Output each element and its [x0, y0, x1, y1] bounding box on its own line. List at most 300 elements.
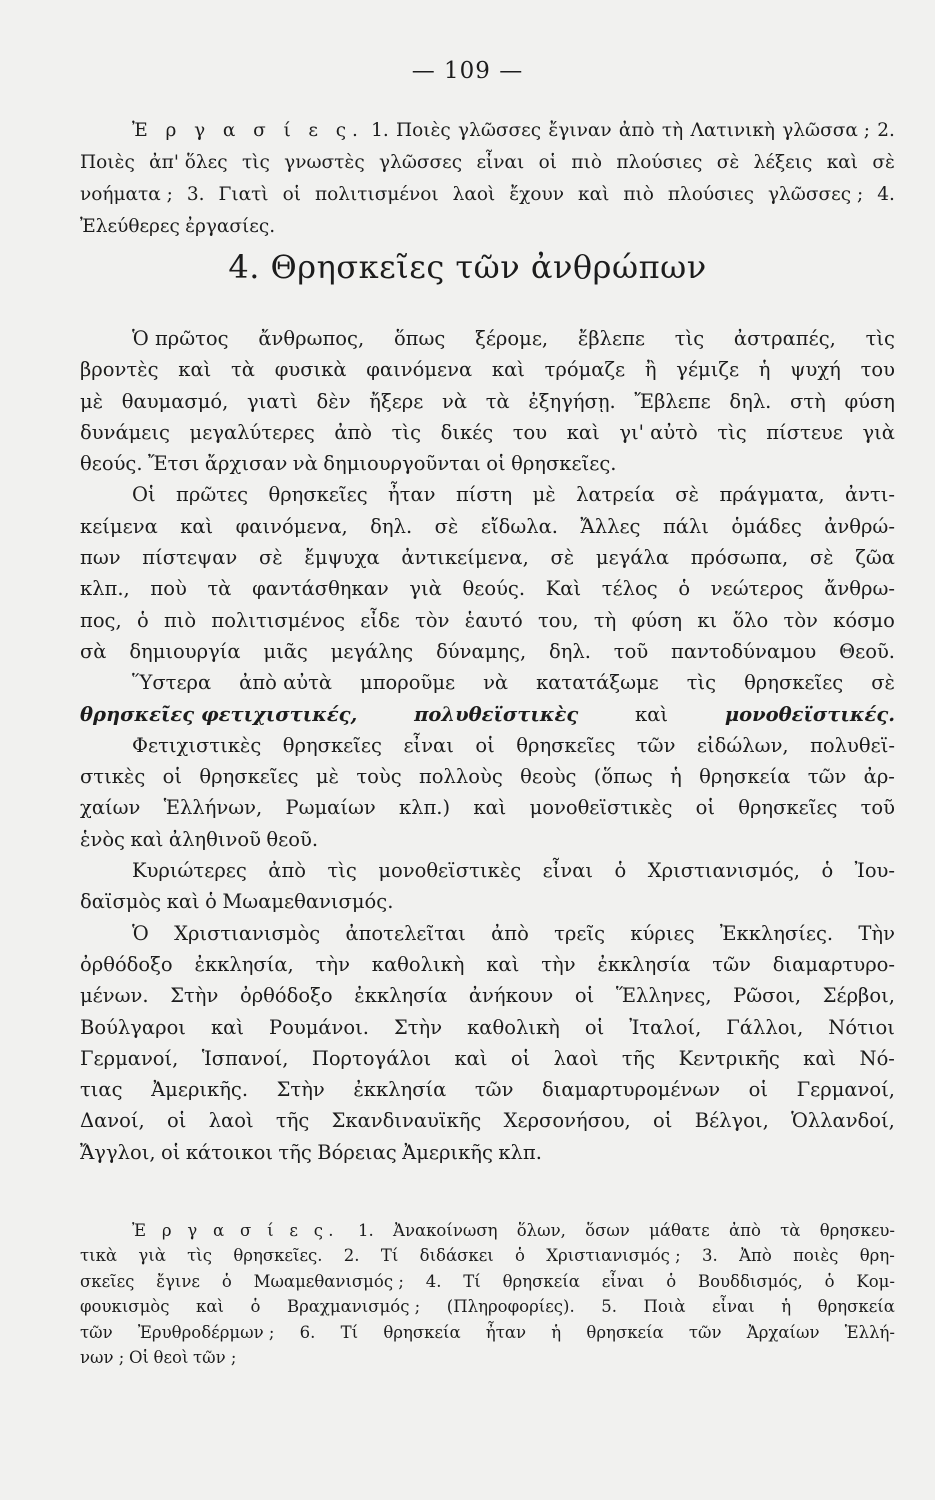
word: Δανοί, [80, 1109, 145, 1133]
word: πολιτισμένος [211, 608, 345, 632]
word: 6. [299, 1322, 316, 1342]
word: (ὅπως [593, 765, 653, 789]
word: ἀπὸ [334, 420, 373, 444]
word: πων [80, 546, 121, 570]
word: καὶ [454, 1046, 488, 1070]
word: θεούς. [462, 577, 526, 601]
word: τὰ [485, 389, 510, 413]
word: ἀντι- [844, 483, 895, 507]
section-heading: 4. Θρησκεῖες τῶν ἀνθρώπων [228, 248, 707, 286]
word: τὶς [187, 1246, 213, 1266]
word: οἱ [167, 1109, 187, 1133]
word: ἡ [781, 1297, 792, 1317]
text-line [80, 542, 895, 573]
word: Νότιοι [828, 1015, 895, 1039]
word: ἀνήκουν [468, 984, 554, 1008]
word: Πορτογάλοι [311, 1046, 432, 1070]
word: γιὰ [862, 420, 895, 444]
text-line [80, 792, 895, 823]
word: ἔγιναν [548, 120, 612, 141]
word: Ποιὲς [80, 152, 135, 173]
word: ὅσων [585, 1221, 630, 1240]
word: Ἰου- [854, 859, 895, 883]
word: θρησκεία [586, 1322, 664, 1342]
word: θρησκεῖες φετιχιστικές, [80, 702, 358, 726]
word: καὶ [180, 514, 214, 538]
word: νεώτερος [710, 577, 804, 601]
word: λαοὶ [452, 184, 496, 205]
text-line [80, 511, 895, 542]
word: Ἀμερικῆς. [151, 1078, 249, 1102]
word: καὶ [196, 1297, 224, 1317]
word: οἱ [695, 796, 715, 820]
word: τέλος [601, 577, 658, 601]
word: ὅπως [393, 327, 446, 350]
word: γι' αὐτὸ [619, 420, 698, 444]
word: τοῦ [860, 796, 895, 820]
word: Γάλλοι, [726, 1015, 804, 1039]
word: πίστεψαν [142, 546, 238, 570]
word: καὶ [826, 152, 859, 173]
word: ἤξερε [369, 389, 424, 413]
word: Φετιχιστικὲς [132, 733, 262, 757]
word: λατρεία [576, 483, 655, 507]
word: νοήματα ; [80, 184, 173, 205]
word: ἀπὸ [268, 859, 307, 883]
word: δαϊσμὸς [80, 890, 162, 914]
text-line [80, 1218, 895, 1243]
word: μιᾶς [263, 639, 308, 663]
word: ἀπὸ [491, 921, 529, 945]
word: τὶς [391, 420, 421, 444]
word: Βούλγαροι [80, 1015, 186, 1039]
word: φαινόμενα [366, 358, 473, 382]
text-line [80, 886, 895, 917]
word: τὶς [674, 327, 705, 350]
word: ἦταν [485, 1322, 527, 1342]
word: 3. [186, 184, 205, 205]
text-line [80, 323, 895, 354]
word: στὴ [790, 389, 826, 413]
word: θρησκεία [699, 765, 791, 789]
word: Ποιὰ [643, 1297, 686, 1317]
word: τοῦ [613, 639, 649, 663]
word: Μωαμεθανισμός ; [253, 1271, 404, 1291]
word: τὴν [541, 952, 576, 976]
word: τὴ [593, 608, 617, 632]
word: εἶναι [542, 859, 594, 883]
word: καὶ [803, 1046, 837, 1070]
word: κείμενα [80, 514, 158, 538]
word: ψυχή [790, 358, 841, 382]
word: ὁ [678, 577, 691, 601]
text-line [80, 115, 895, 147]
word: τῶν ; [193, 1347, 237, 1367]
word: ὁ [821, 859, 834, 883]
word: μὲ [315, 765, 340, 789]
word: τῆς [278, 1140, 312, 1164]
word: μεγαλύτερες [189, 420, 315, 444]
word: καὶ [635, 702, 669, 726]
word: Ἀμερικῆς [402, 1140, 493, 1164]
text-line [80, 1137, 895, 1168]
word: σὲ [675, 483, 700, 507]
word: τὶς [717, 420, 747, 444]
word: Βόρειας [317, 1140, 397, 1164]
word: Τὴν [858, 921, 895, 945]
word: ὁ [515, 1246, 525, 1266]
word: Ὁ πρῶτος [132, 327, 229, 350]
word: ὁ [614, 859, 627, 883]
text-line [80, 211, 895, 243]
word: καὶ [473, 796, 507, 820]
text-line [80, 1269, 895, 1294]
word: Γιατὶ [218, 184, 269, 205]
word: 2. [343, 1246, 360, 1266]
word: ἦταν [388, 483, 436, 507]
word: Ἔτσι [148, 452, 200, 476]
word: Καὶ [545, 577, 582, 601]
word: γλῶσσες ; [768, 184, 864, 205]
word: νὰ [292, 452, 318, 476]
word: θρησκεῖες. [233, 1246, 323, 1266]
text-line [80, 1294, 895, 1319]
word: τῶν [807, 765, 847, 789]
word: τὰ [231, 358, 255, 382]
word: θρησκεῖες [282, 733, 382, 757]
word: διαμαρτυρομένων [542, 1078, 721, 1102]
word: κόσμο [833, 608, 895, 632]
word: οἱ [282, 184, 301, 205]
word: ὀρθόδοξο [239, 984, 333, 1008]
word: δικές [440, 420, 494, 444]
text-line [80, 636, 895, 667]
word: θρησκεία [817, 1297, 895, 1317]
word: ὁμάδες [731, 514, 802, 538]
word: βροντὲς [80, 358, 159, 382]
word: εἰδώλων, [696, 733, 789, 757]
word: Λατινικὴ [690, 120, 775, 141]
word: νὰ [483, 671, 509, 695]
word: ἔβλεπε [577, 327, 646, 350]
word: Γερμανοί, [796, 1078, 895, 1102]
word: μὲ [532, 483, 556, 507]
word: γνωστὲς [284, 152, 365, 173]
word: Νό- [859, 1046, 895, 1070]
word: τῶν [80, 1322, 113, 1342]
word: νων ; [80, 1347, 125, 1367]
word: γλῶσσα ; [782, 120, 870, 141]
word: Χριστιανισμός, [647, 859, 800, 883]
word: οἱ [538, 152, 558, 173]
word: εἶναι [601, 1271, 645, 1291]
word: νὰ [442, 389, 468, 413]
word: καθολικὴ [371, 952, 465, 976]
word: ἄρχισαν [204, 452, 288, 476]
word: θεοὶ [153, 1347, 189, 1367]
word: θεοὺς [520, 765, 577, 789]
word: Ἑλλή- [844, 1322, 895, 1342]
word: θαυμασμό, [121, 389, 229, 413]
word: Τί [463, 1271, 481, 1291]
word: θεούς. [80, 452, 143, 476]
text-line [80, 179, 895, 211]
word: καὶ [166, 890, 200, 914]
word: Ρωμαίων [285, 796, 376, 820]
word: Ὁλλανδοί, [791, 1109, 895, 1133]
word: γιὰ [138, 1246, 166, 1266]
word: Ἄλλες [580, 514, 641, 538]
word: κλπ., [80, 577, 130, 601]
word: καὶ [486, 952, 520, 976]
word: καὶ [578, 184, 610, 205]
body-text [80, 323, 895, 1168]
word: κλπ.) [398, 796, 451, 820]
word: ὁ [250, 1297, 261, 1317]
word: οἱ [162, 765, 183, 789]
text-line [80, 354, 895, 385]
word: κατατάξωμε [536, 671, 659, 695]
word: Βουδδισμός, [697, 1271, 803, 1291]
word: οἱ [574, 984, 595, 1008]
word: πρῶτες [176, 483, 249, 507]
word: τικὰ [80, 1246, 118, 1266]
word: ἀπὸ [618, 120, 655, 141]
word: τὰ [207, 577, 232, 601]
word: φύση [844, 389, 895, 413]
word: Βραχμανισμός ; [286, 1297, 421, 1317]
word: καὶ [178, 358, 212, 382]
word: τῶν [688, 1322, 722, 1342]
word: πλούσιες [616, 152, 703, 173]
word: θρησκεῖες [268, 483, 368, 507]
word: καθολικὴ [467, 1015, 560, 1039]
word: διαμαρτυρο- [772, 952, 895, 976]
word: τιας [80, 1078, 123, 1102]
word: τὶς [241, 152, 270, 173]
word: Ἐ ρ γ α σ ί ε ς. [132, 1221, 339, 1240]
word: φαντάσθηκαν [252, 577, 389, 601]
word: τῶν [636, 733, 676, 757]
word: Στὴν [276, 1078, 325, 1102]
word: εἶναι [403, 733, 454, 757]
word: δὲν [316, 389, 351, 413]
word: Τί [340, 1322, 359, 1342]
text-line [80, 918, 895, 949]
word: τὶς [865, 327, 895, 350]
word: ἀπὸ [728, 1221, 761, 1240]
word: ποὺ [150, 577, 187, 601]
word: οἱ [584, 1015, 605, 1039]
word: σὲ [550, 546, 575, 570]
word: ἐκκλησία [353, 1078, 447, 1102]
word: δηλ. [370, 514, 413, 538]
word: ἡ [551, 1322, 562, 1342]
word: Ἐ ρ γ α σ ί ε ς. [132, 120, 364, 141]
word: δημιουργία [129, 639, 241, 663]
word: τὶς [327, 859, 357, 883]
word: ζῶα [855, 546, 895, 570]
word: κι [697, 608, 718, 632]
word: τὸν [415, 608, 450, 632]
word: Στὴν [393, 1015, 443, 1039]
word: θεοῦ. [266, 827, 319, 851]
text-line [80, 1074, 895, 1105]
word: 4. [425, 1271, 442, 1291]
word: Βέλγοι, [694, 1109, 769, 1133]
word: ἡ [758, 358, 771, 382]
word: του, [538, 608, 579, 632]
text-line [80, 730, 895, 761]
word: τὴ [661, 120, 684, 141]
word: ὁ [824, 1271, 835, 1291]
word: φαινόμενα, [235, 514, 348, 538]
word: ἐκκλησία [354, 984, 448, 1008]
word: ἐκκλησία, [194, 952, 294, 976]
word: θρησκεία [383, 1322, 461, 1342]
word: ἡ [670, 765, 682, 789]
word: γιατὶ [246, 389, 298, 413]
word: (Πληροφορίες). [446, 1297, 575, 1317]
word: τὰ [780, 1221, 801, 1240]
word: γιὰ [409, 577, 442, 601]
word: μονοθεϊστικὲς [378, 859, 522, 883]
word: Ρῶσοι, [733, 984, 802, 1008]
word: δημιουργοῦνται [323, 452, 481, 476]
word: οἱ [510, 1046, 531, 1070]
word: καὶ [130, 827, 164, 851]
word: 1. [371, 120, 389, 141]
text-line [80, 448, 895, 479]
word: σκεῖες [80, 1271, 135, 1291]
word: Ἔβλεπε [634, 389, 711, 413]
word: ἑαυτό [464, 608, 523, 632]
word: ἐξηγήσῃ. [528, 389, 616, 413]
text-line [80, 1105, 895, 1136]
word: ἀποτελεῖται [345, 921, 466, 945]
word: πιὸ [571, 152, 602, 173]
word: εἴδωλα. [480, 514, 558, 538]
word: πολλοὺς [418, 765, 503, 789]
word: 2. [877, 120, 895, 141]
word: σὲ [716, 152, 740, 173]
text-line [80, 1012, 895, 1043]
word: ὁ [666, 1271, 677, 1291]
word: ἀστραπές, [733, 327, 836, 350]
word: πίστευε [766, 420, 843, 444]
word: ἑνὸς [80, 827, 125, 851]
word: Ἰταλοί, [629, 1015, 702, 1039]
text-line [80, 1043, 895, 1074]
text-line [80, 417, 895, 448]
word: θρησκεία [502, 1271, 580, 1291]
text-line [80, 573, 895, 604]
word: μένων. [80, 984, 149, 1008]
text-line [80, 605, 895, 636]
word: οἱ [475, 733, 495, 757]
word: Γερμανοί, [80, 1046, 179, 1070]
word: 1. [358, 1221, 374, 1240]
word: πλούσιες [667, 184, 754, 205]
word: μεγάλα [595, 546, 670, 570]
word: πιὸ [163, 608, 197, 632]
word: ἀπὸ αὐτὰ [239, 671, 333, 695]
word: του [512, 420, 548, 444]
word: εἶδε [360, 608, 400, 632]
word: πίστη [455, 483, 513, 507]
word: ἢ [644, 358, 657, 382]
word: 3. [702, 1246, 718, 1266]
word: μποροῦμε [360, 671, 456, 695]
word: Ἀρχαίων [746, 1322, 820, 1342]
word: Οἱ [128, 1347, 149, 1367]
word: δηλ. [548, 639, 591, 663]
word: Ἀνακοίνωση [393, 1221, 498, 1240]
text-line [80, 949, 895, 980]
word: γέμιζε [676, 358, 740, 382]
text-line [80, 1320, 895, 1345]
text-line [80, 147, 895, 179]
word: δύναμης, [436, 639, 527, 663]
text-line [80, 1345, 895, 1370]
word: ὅλων, [516, 1221, 566, 1240]
word: Ἱσπανοί, [201, 1046, 289, 1070]
word: Ἐκκλησίες. [719, 921, 834, 945]
exercises-block-2 [80, 1218, 895, 1370]
word: διδάσκει [419, 1246, 494, 1266]
word: τὴν [315, 952, 350, 976]
word: Ὁ [132, 921, 149, 945]
word: ξέρομε, [475, 327, 549, 350]
word: του [860, 358, 895, 382]
word: Στὴν [170, 984, 219, 1008]
word: σὲ [434, 514, 459, 538]
word: καὶ [566, 420, 600, 444]
word: ἀπ' ὅλες [149, 152, 228, 173]
word: σὲ [871, 671, 895, 695]
word: λαοὶ [553, 1046, 599, 1070]
text-line [80, 980, 895, 1011]
word: οἱ [161, 1140, 181, 1164]
word: ἔγινε [156, 1271, 200, 1291]
word: ποιὲς [793, 1246, 839, 1266]
word: Ποιὲς [395, 120, 451, 141]
word: τοὺς [356, 765, 402, 789]
word: οἱ [748, 1078, 769, 1102]
word: Ἀπὸ [739, 1246, 772, 1266]
word: θρησκευ- [819, 1221, 895, 1240]
word: κλπ. [498, 1140, 542, 1164]
word: καὶ [210, 1015, 244, 1039]
word: ἔμψυχα [304, 546, 380, 570]
word: ἀνθρώ- [824, 514, 895, 538]
word: ἐργασίες. [185, 216, 276, 237]
word: γλῶσσες [458, 120, 542, 141]
word: Σκανδιναυϊκῆς [331, 1109, 482, 1133]
word: Ρουμάνοι. [268, 1015, 369, 1039]
word: λαοὶ [208, 1109, 254, 1133]
word: μονοθεϊστικὲς [529, 796, 673, 820]
word: Ἕλληνες, [615, 984, 712, 1008]
word: ὁ [221, 1271, 232, 1291]
word: ὅλο [732, 608, 769, 632]
word: φύση [631, 608, 683, 632]
word: πράγματα, [719, 483, 825, 507]
word: ὁ [205, 890, 217, 914]
word: πρόσωπα, [690, 546, 789, 570]
word: τρόμαζε [544, 358, 626, 382]
word: φουκισμὸς [80, 1297, 170, 1317]
